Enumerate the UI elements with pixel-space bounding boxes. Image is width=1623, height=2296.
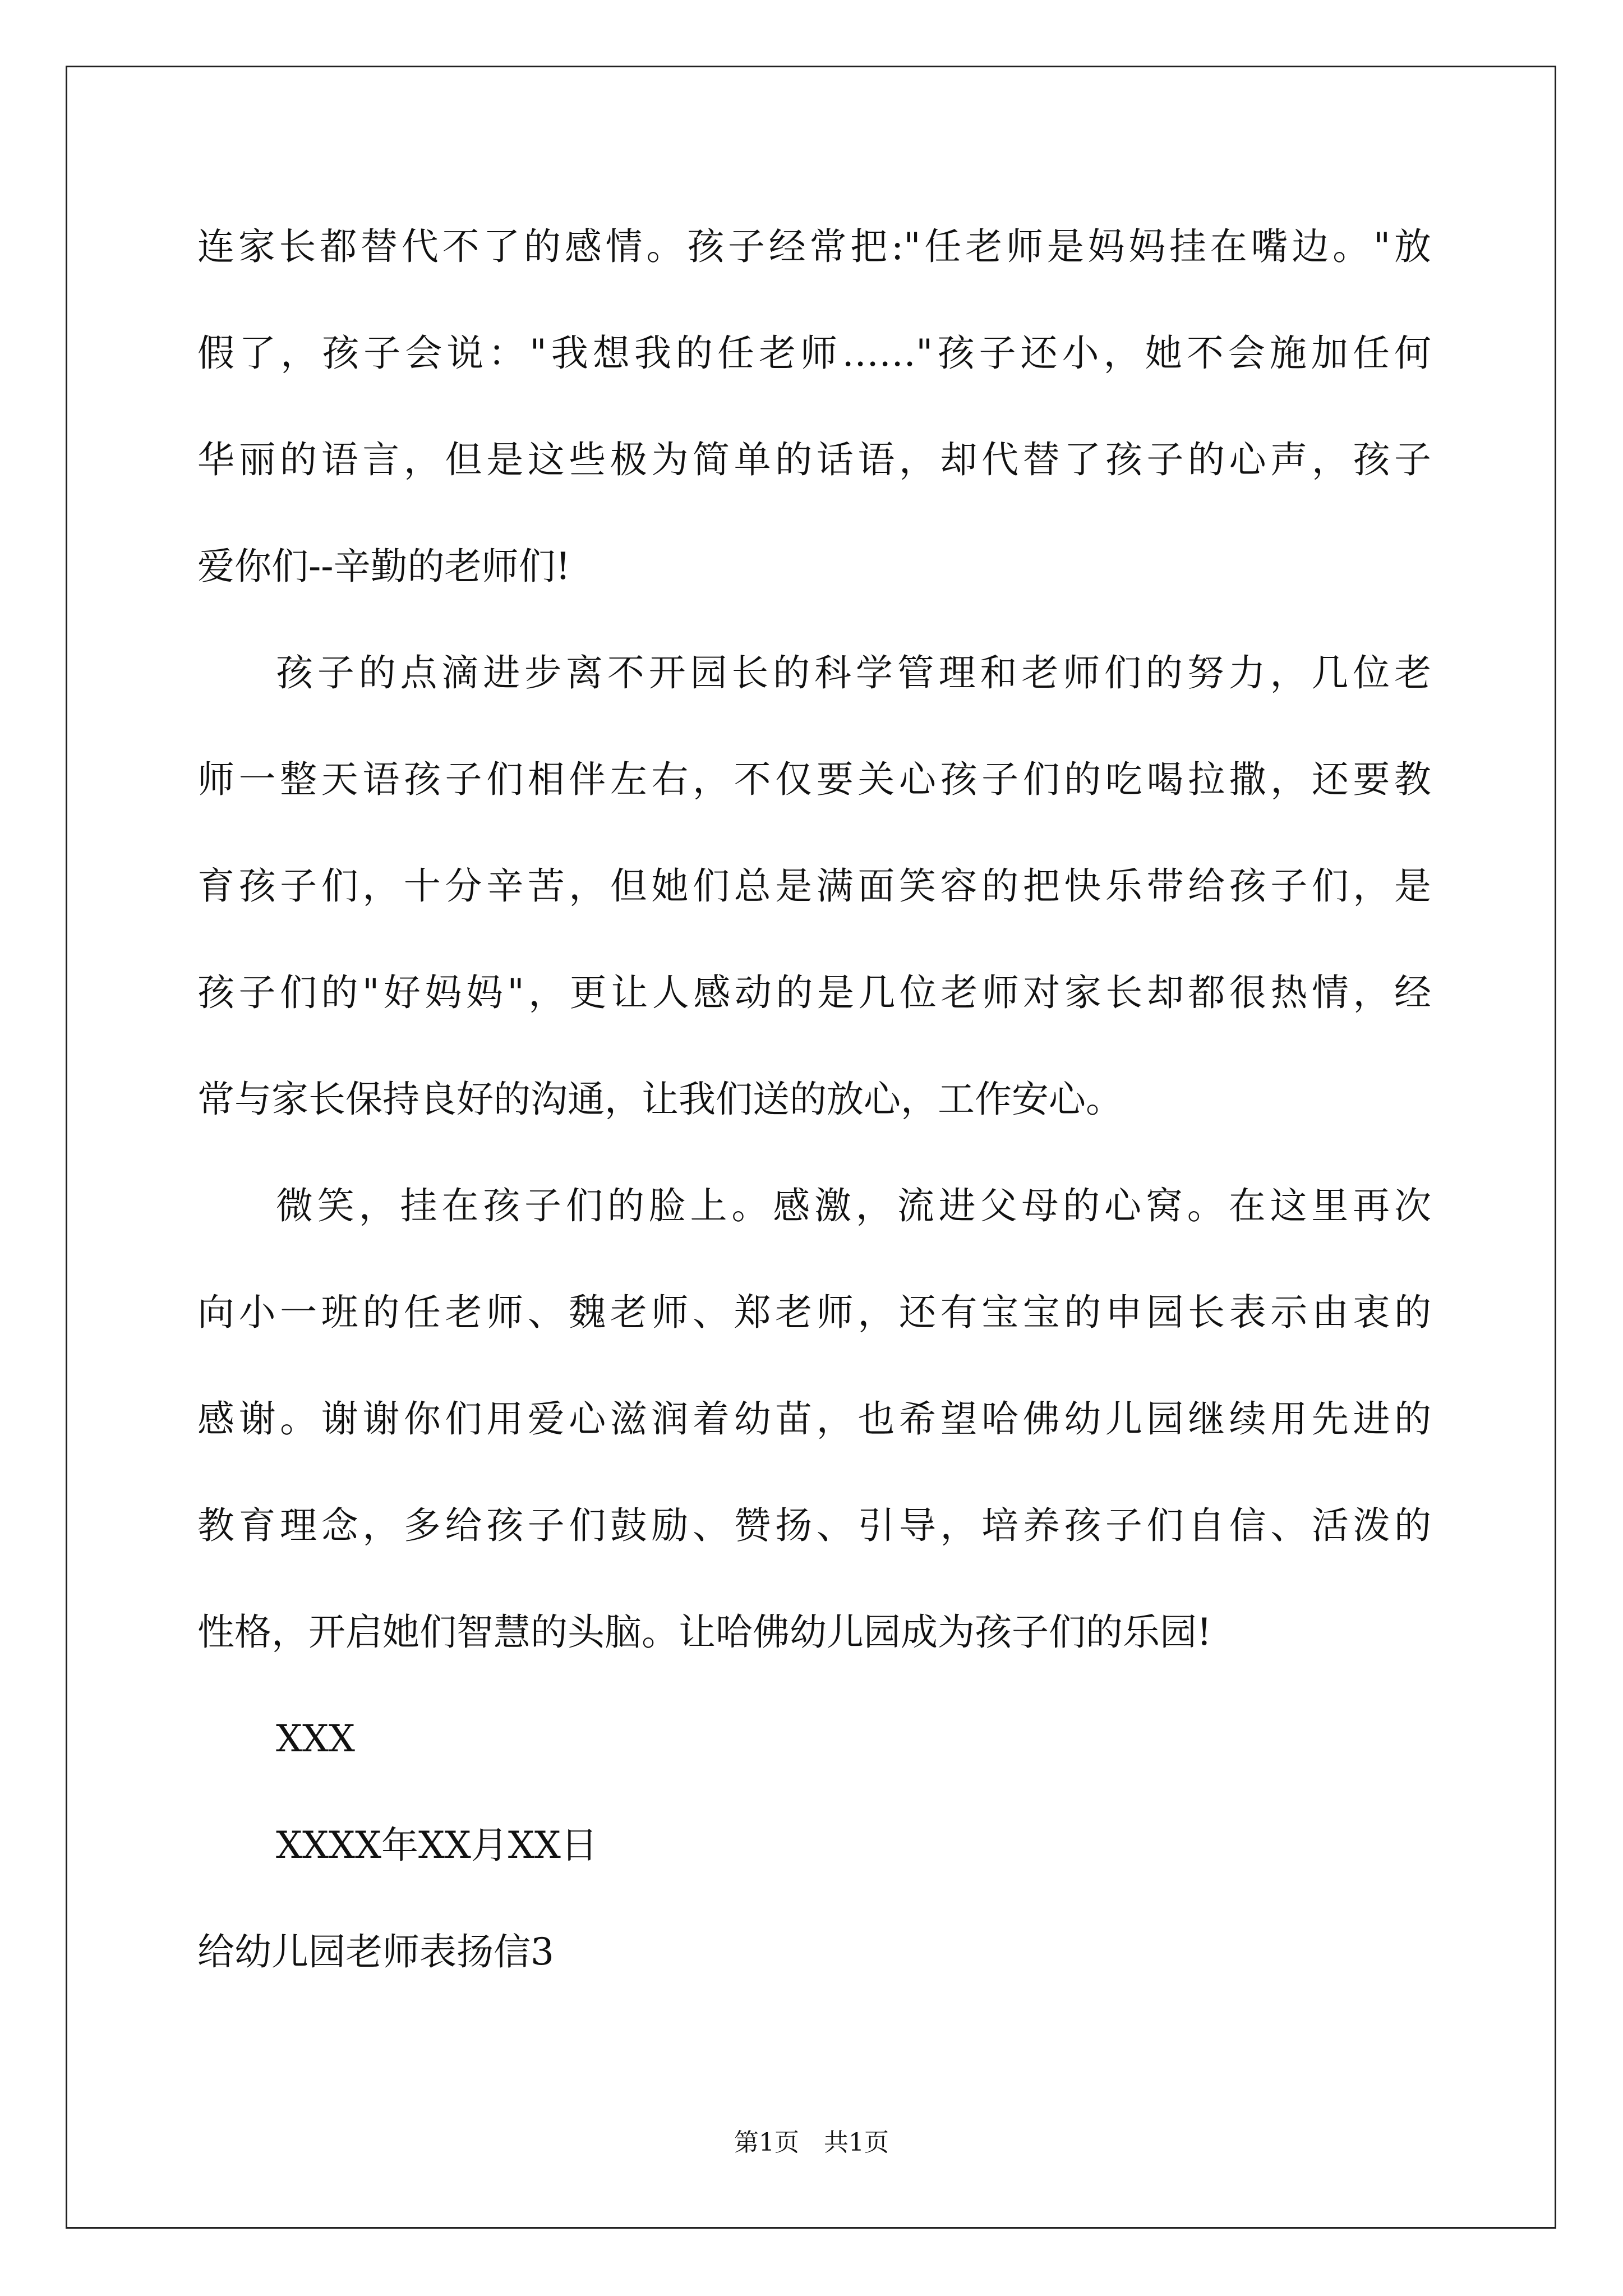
text-line: 师一整天语孩子们相伴左右，不仅要关心孩子们的吃喝拉撒，还要教	[197, 758, 1431, 801]
text-line: 感谢。谢谢你们用爱心滋润着幼苗，也希望哈佛幼儿园继续用先进的	[197, 1397, 1431, 1441]
text-line: 爱你们--辛勤的老师们!	[197, 545, 571, 588]
text-line: 连家长都替代不了的感情。孩子经常把:"任老师是妈妈挂在嘴边。"放	[197, 225, 1431, 268]
text-line: 性格，开启她们智慧的头脑。让哈佛幼儿园成为孩子们的乐园!	[197, 1611, 1212, 1654]
text-line: 教育理念，多给孩子们鼓励、赞扬、引导，培养孩子们自信、活泼的	[197, 1504, 1431, 1547]
text-line: 育孩子们，十分辛苦，但她们总是满面笑容的把快乐带给孩子们，是	[197, 864, 1431, 908]
text-line: 华丽的语言，但是这些极为简单的话语，却代替了孩子的心声，孩子	[197, 438, 1431, 481]
date: XXXX年XX月XX日	[276, 1824, 598, 1867]
text-line: 微笑，挂在孩子们的脸上。感激，流进父母的心窝。在这里再次	[276, 1184, 1431, 1227]
text-line: 向小一班的任老师、魏老师、郑老师，还有宝宝的申园长表示由衷的	[197, 1291, 1431, 1334]
text-line: 孩子们的"好妈妈"，更让人感动的是几位老师对家长却都很热情，经	[197, 971, 1431, 1014]
signature: XXX	[276, 1717, 355, 1760]
text-line: 常与家长保持良好的沟通，让我们送的放心，工作安心。	[197, 1078, 1123, 1121]
section-heading: 给幼儿园老师表扬信3	[197, 1930, 554, 1973]
text-line: 假了，孩子会说："我想我的任老师……"孩子还小，她不会施加任何	[197, 332, 1431, 375]
text-line: 孩子的点滴进步离不开园长的科学管理和老师们的努力，几位老	[276, 651, 1431, 694]
page-number: 第1页 共1页	[734, 2128, 889, 2157]
page-border	[66, 66, 1556, 2229]
